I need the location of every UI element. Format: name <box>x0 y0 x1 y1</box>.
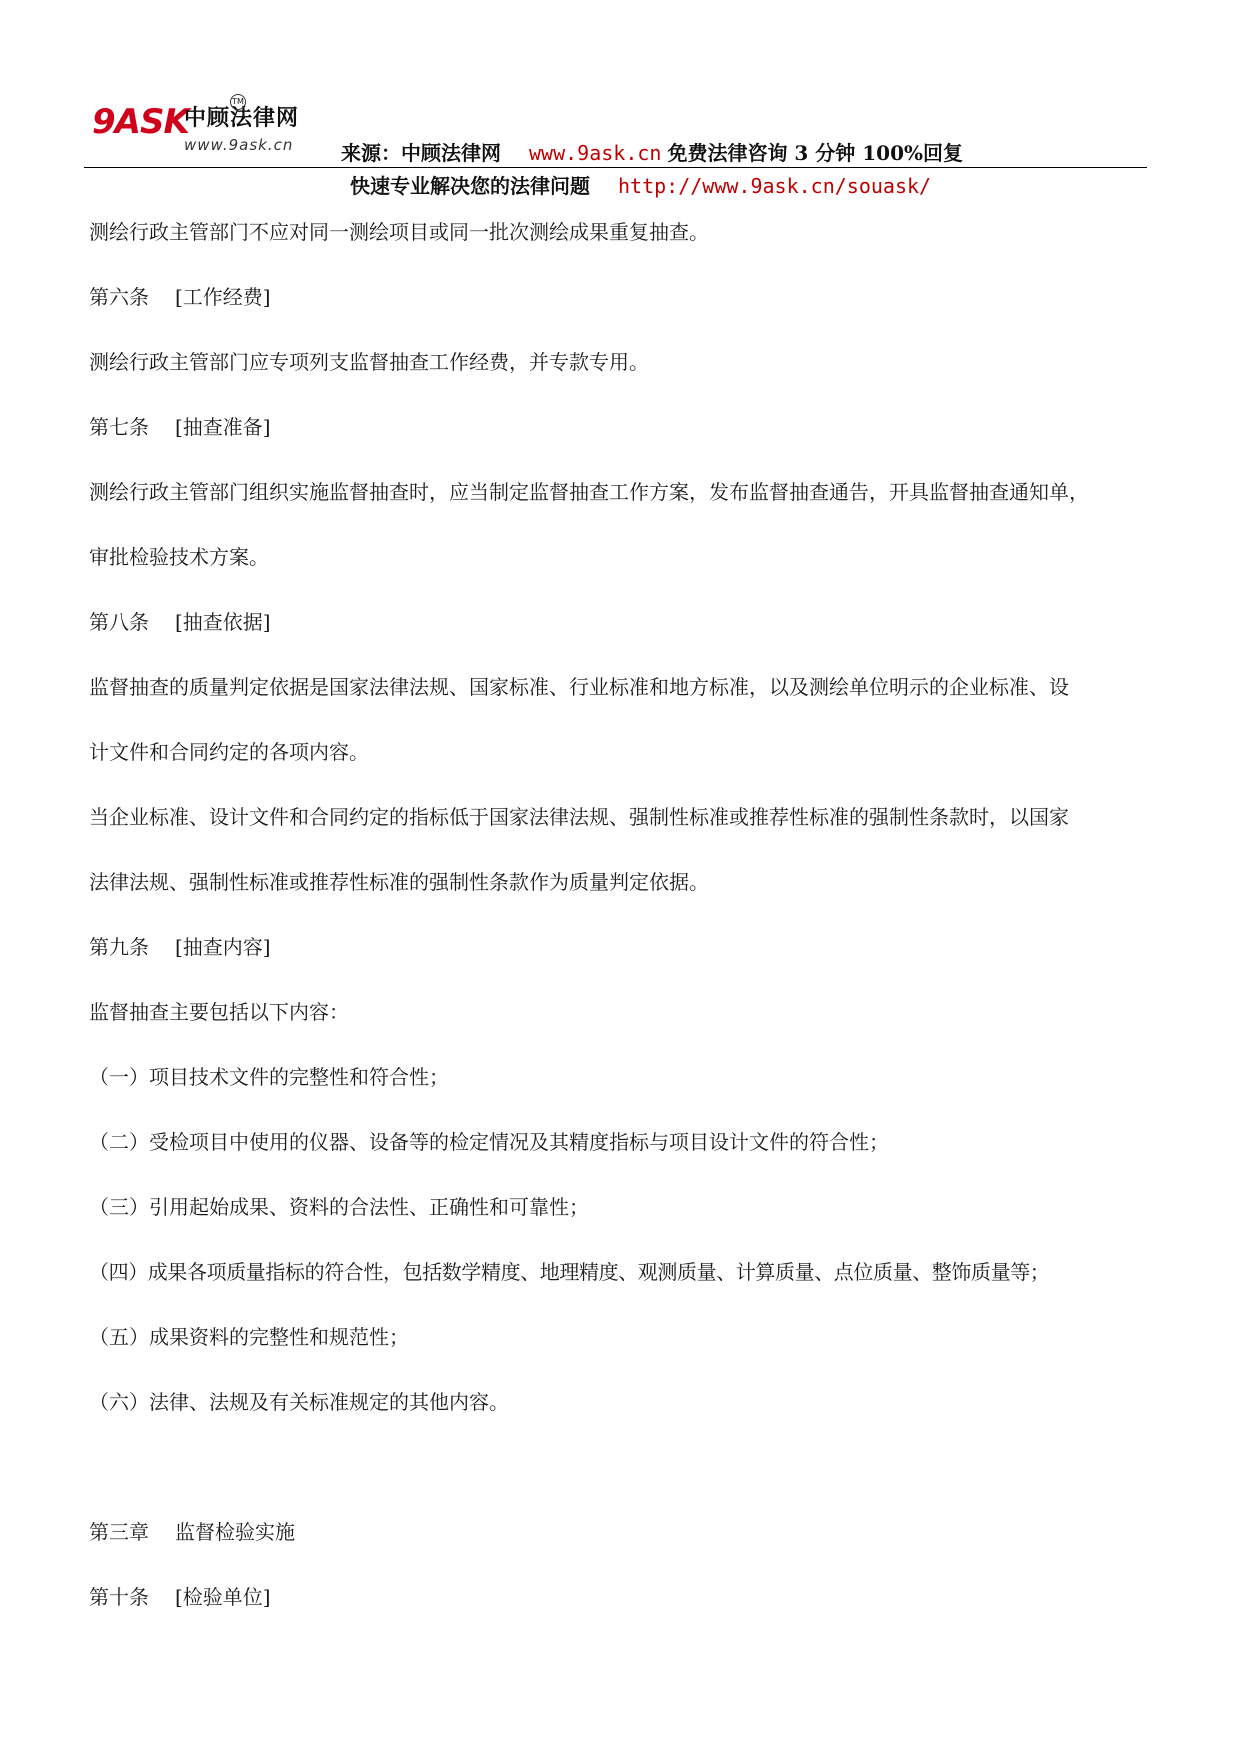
paragraph-continuation: 法律法规、强制性标准或推荐性标准的强制性条款作为质量判定依据。 <box>89 870 709 894</box>
list-item: （三）引用起始成果、资料的合法性、正确性和可靠性； <box>89 1195 589 1219</box>
paragraph: 当企业标准、设计文件和合同约定的指标低于国家法律法规、强制性标准或推荐性标准的强制性条款时，以国家 <box>89 805 1069 829</box>
article-heading-10 <box>89 1565 1147 1630</box>
chapter-heading-3 <box>89 1500 1147 1565</box>
article-number: 第九条 <box>89 935 149 959</box>
article-heading-9 <box>89 915 1147 980</box>
chapter-number: 第三章 <box>89 1520 149 1544</box>
trademark-badge: TM <box>230 94 246 110</box>
chapter-title: 监督检验实施 <box>175 1520 295 1544</box>
paragraph: 测绘行政主管部门应专项列支监督抽查工作经费，并专款专用。 <box>89 350 649 374</box>
article-title: [工作经费] <box>175 285 271 309</box>
paragraph: 测绘行政主管部门组织实施监督抽查时，应当制定监督抽查工作方案，发布监督抽查通告，开具监督抽查通知单， <box>89 480 1089 504</box>
paragraph-continuation: 审批检验技术方案。 <box>89 545 269 569</box>
paragraph: 测绘行政主管部门不应对同一测绘项目或同一批次测绘成果重复抽查。 <box>89 220 709 244</box>
page-header <box>0 0 1241 210</box>
article-number: 第八条 <box>89 610 149 634</box>
logo-brand-cn: 中顾法律网 <box>184 106 300 131</box>
article-number: 第七条 <box>89 415 149 439</box>
souask-link[interactable]: http://www.9ask.cn/souask/ <box>618 174 932 198</box>
article-number: 第十条 <box>89 1585 149 1609</box>
paragraph: 监督抽查的质量判定依据是国家法律法规、国家标准、行业标准和地方标准，以及测绘单位明示的企业标准、设 <box>89 675 1069 699</box>
article-heading-6 <box>89 265 1147 330</box>
article-title: [抽查准备] <box>175 415 271 439</box>
document-body <box>89 200 1147 1630</box>
article-title: [检验单位] <box>175 1585 271 1609</box>
list-item: （四）成果各项质量指标的符合性，包括数学精度、地理精度、观测质量、计算质量、点位质量、整饰质量等； <box>89 1260 1050 1284</box>
blank-line <box>89 1435 1147 1500</box>
slogan-line <box>350 172 931 200</box>
site-link[interactable]: www.9ask.cn <box>529 141 662 165</box>
list-item: （五）成果资料的完整性和规范性； <box>89 1325 409 1349</box>
paragraph-continuation: 计文件和合同约定的各项内容。 <box>89 740 369 764</box>
list-item: （二）受检项目中使用的仪器、设备等的检定情况及其精度指标与项目设计文件的符合性； <box>89 1130 889 1154</box>
list-item: （一）项目技术文件的完整性和符合性； <box>89 1065 449 1089</box>
article-heading-8 <box>89 590 1147 655</box>
logo-url: www.9ask.cn <box>184 136 294 154</box>
header-divider <box>84 167 1147 168</box>
article-heading-7 <box>89 395 1147 460</box>
slogan-text: 快速专业解决您的法律问题 <box>350 174 590 198</box>
logo-brand-mark: 9ASK <box>92 102 189 142</box>
source-line <box>341 140 963 166</box>
list-item: （六）法律、法规及有关标准规定的其他内容。 <box>89 1390 509 1414</box>
site-logo[interactable] <box>92 97 322 160</box>
source-suffix: 免费法律咨询 3 分钟 100%回复 <box>667 141 964 165</box>
logo-mark <box>92 102 189 142</box>
article-title: [抽查依据] <box>175 610 271 634</box>
article-number: 第六条 <box>89 285 149 309</box>
source-prefix: 来源：中顾法律网 <box>341 141 501 165</box>
article-title: [抽查内容] <box>175 935 271 959</box>
paragraph: 监督抽查主要包括以下内容： <box>89 1000 349 1024</box>
